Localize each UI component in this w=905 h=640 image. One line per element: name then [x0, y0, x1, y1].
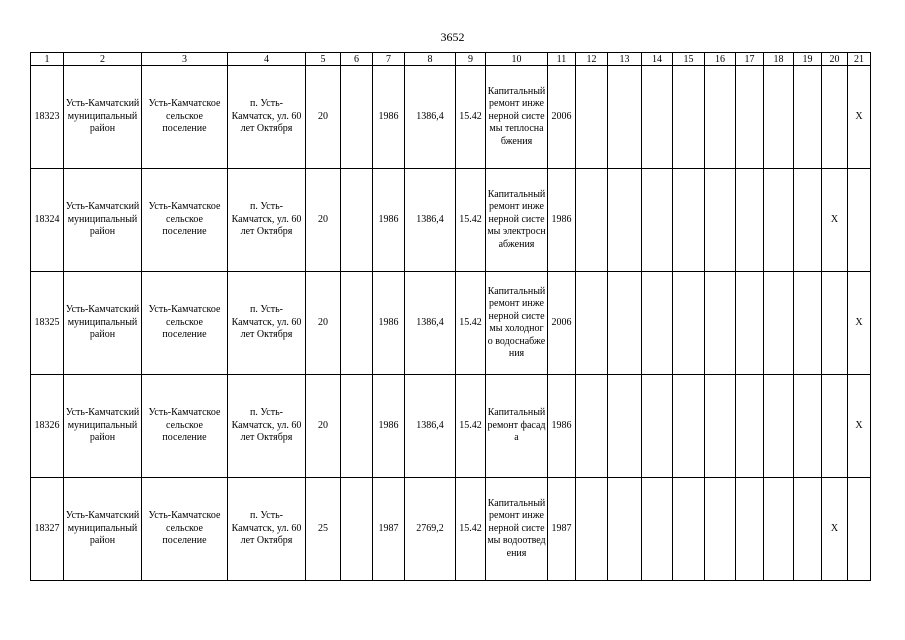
table-cell — [673, 272, 705, 375]
table-cell — [341, 478, 373, 581]
column-header: 4 — [228, 53, 306, 66]
table-cell — [642, 272, 673, 375]
table-cell: 1987 — [548, 478, 576, 581]
table-row — [31, 375, 871, 478]
table-cell — [608, 66, 642, 169]
table-cell — [608, 169, 642, 272]
table-cell: 20 — [306, 66, 341, 169]
table-cell: 20 — [306, 375, 341, 478]
table-cell — [822, 375, 848, 478]
table-cell — [576, 66, 608, 169]
table-cell: Усть-Камчатский муниципальный район — [64, 375, 142, 478]
column-header: 13 — [608, 53, 642, 66]
table-cell: 1986 — [373, 169, 405, 272]
column-header: 7 — [373, 53, 405, 66]
column-header: 1 — [31, 53, 64, 66]
table-cell: Усть-Камчатское сельское поселение — [142, 375, 228, 478]
table-cell: п. Усть-Камчатск, ул. 60 лет Октября — [228, 66, 306, 169]
table-cell: 1986 — [548, 375, 576, 478]
table-cell — [794, 66, 822, 169]
table-body — [31, 66, 871, 581]
table-cell — [341, 169, 373, 272]
table-cell — [341, 272, 373, 375]
table-cell — [608, 272, 642, 375]
column-header: 8 — [405, 53, 456, 66]
table-cell — [705, 272, 736, 375]
table-cell — [705, 478, 736, 581]
table-cell — [341, 66, 373, 169]
column-header: 18 — [764, 53, 794, 66]
table-cell: Капитальный ремонт инженерной системы холодного водоснабжения — [486, 272, 548, 375]
column-header: 20 — [822, 53, 848, 66]
column-header: 10 — [486, 53, 548, 66]
column-header: 14 — [642, 53, 673, 66]
table-cell — [736, 66, 764, 169]
register-table — [30, 52, 871, 581]
table-cell: 1386,4 — [405, 375, 456, 478]
table-row — [31, 478, 871, 581]
table-row — [31, 169, 871, 272]
table-cell: Усть-Камчатское сельское поселение — [142, 169, 228, 272]
table-cell — [673, 478, 705, 581]
table-cell: Капитальный ремонт инженерной системы теплоснабжения — [486, 66, 548, 169]
column-header: 17 — [736, 53, 764, 66]
table-cell — [794, 272, 822, 375]
table-cell: 2006 — [548, 66, 576, 169]
table-cell: 18326 — [31, 375, 64, 478]
table-cell — [673, 169, 705, 272]
table-cell — [642, 169, 673, 272]
table-cell — [642, 66, 673, 169]
table-cell — [848, 169, 871, 272]
table-cell: 1386,4 — [405, 169, 456, 272]
table-cell — [576, 272, 608, 375]
table-cell — [736, 478, 764, 581]
table-cell — [642, 375, 673, 478]
page-number: 3652 — [440, 30, 465, 44]
table-cell — [794, 375, 822, 478]
table-cell — [736, 272, 764, 375]
column-header: 11 — [548, 53, 576, 66]
table-cell — [341, 375, 373, 478]
column-header: 2 — [64, 53, 142, 66]
table-cell — [705, 375, 736, 478]
table-cell: 18324 — [31, 169, 64, 272]
column-header: 3 — [142, 53, 228, 66]
table-cell — [576, 169, 608, 272]
table-cell — [822, 272, 848, 375]
table-cell: Усть-Камчатское сельское поселение — [142, 478, 228, 581]
table-cell — [705, 66, 736, 169]
column-header: 15 — [673, 53, 705, 66]
table-cell — [764, 169, 794, 272]
table-cell: X — [822, 478, 848, 581]
table-cell: 15.42 — [456, 272, 486, 375]
table-cell: 1986 — [373, 375, 405, 478]
table-cell: Усть-Камчатский муниципальный район — [64, 66, 142, 169]
table-cell: 15.42 — [456, 66, 486, 169]
table-cell: Усть-Камчатский муниципальный район — [64, 478, 142, 581]
column-header: 21 — [848, 53, 871, 66]
table-cell: 1986 — [373, 66, 405, 169]
table-cell: 20 — [306, 169, 341, 272]
header-row — [31, 53, 871, 66]
table-cell: 1987 — [373, 478, 405, 581]
column-header: 16 — [705, 53, 736, 66]
table-cell: X — [848, 375, 871, 478]
table-cell: 25 — [306, 478, 341, 581]
table-cell — [764, 66, 794, 169]
table-cell — [736, 169, 764, 272]
table-cell: 1986 — [373, 272, 405, 375]
table-cell: п. Усть-Камчатск, ул. 60 лет Октября — [228, 272, 306, 375]
table-cell — [736, 375, 764, 478]
table-cell: 2006 — [548, 272, 576, 375]
table-cell: 18327 — [31, 478, 64, 581]
column-header: 12 — [576, 53, 608, 66]
table-cell: X — [848, 272, 871, 375]
table-cell: Капитальный ремонт фасада — [486, 375, 548, 478]
table-cell: Усть-Камчатский муниципальный район — [64, 272, 142, 375]
column-header: 9 — [456, 53, 486, 66]
table-cell: 18325 — [31, 272, 64, 375]
table-cell — [608, 375, 642, 478]
table-cell: 1386,4 — [405, 66, 456, 169]
column-header: 6 — [341, 53, 373, 66]
table-cell: Усть-Камчатский муниципальный район — [64, 169, 142, 272]
table-cell: 15.42 — [456, 169, 486, 272]
column-header: 5 — [306, 53, 341, 66]
table-cell: 15.42 — [456, 478, 486, 581]
table-row — [31, 66, 871, 169]
table-cell — [848, 478, 871, 581]
table-cell: п. Усть-Камчатск, ул. 60 лет Октября — [228, 478, 306, 581]
table-cell: 1386,4 — [405, 272, 456, 375]
table-cell: 15.42 — [456, 375, 486, 478]
table-cell — [794, 169, 822, 272]
column-header: 19 — [794, 53, 822, 66]
table-cell: п. Усть-Камчатск, ул. 60 лет Октября — [228, 375, 306, 478]
table-cell — [576, 375, 608, 478]
table-cell: Капитальный ремонт инженерной системы электроснабжения — [486, 169, 548, 272]
table-cell: п. Усть-Камчатск, ул. 60 лет Октября — [228, 169, 306, 272]
table-cell: Усть-Камчатское сельское поселение — [142, 66, 228, 169]
table-cell — [642, 478, 673, 581]
table-cell: 1986 — [548, 169, 576, 272]
table-row — [31, 272, 871, 375]
table-cell — [576, 478, 608, 581]
table-cell — [822, 66, 848, 169]
table-cell: 18323 — [31, 66, 64, 169]
table-cell — [764, 272, 794, 375]
table-cell: Усть-Камчатское сельское поселение — [142, 272, 228, 375]
table-cell — [673, 375, 705, 478]
table-cell — [673, 66, 705, 169]
table-cell — [794, 478, 822, 581]
table-cell: X — [848, 66, 871, 169]
table-cell — [764, 375, 794, 478]
table-cell: 2769,2 — [405, 478, 456, 581]
table-cell: Капитальный ремонт инженерной системы водоотведения — [486, 478, 548, 581]
table-cell — [764, 478, 794, 581]
table-cell — [608, 478, 642, 581]
table-cell: 20 — [306, 272, 341, 375]
table-cell — [705, 169, 736, 272]
table-cell: X — [822, 169, 848, 272]
